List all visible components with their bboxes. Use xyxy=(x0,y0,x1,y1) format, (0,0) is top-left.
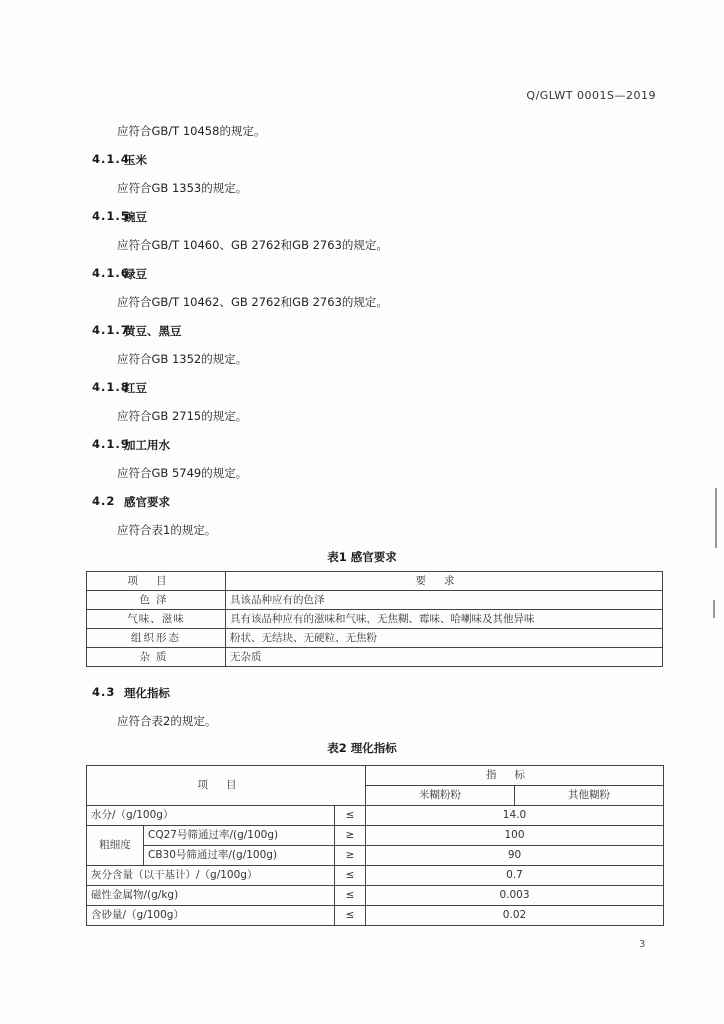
table-cell: 组织形态 xyxy=(87,629,226,648)
operator-cell: ≤ xyxy=(335,866,366,886)
operator-cell: ≤ xyxy=(335,906,366,926)
table-cell: 具该品种应有的色泽 xyxy=(226,591,663,610)
value-cell: 90 xyxy=(366,846,664,866)
header-cell: 项目 xyxy=(87,766,366,806)
section-text: 应符合GB/T 10460、GB 2762和GB 2763的规定。 xyxy=(117,238,388,252)
section-text: 应符合GB 1353的规定。 xyxy=(117,181,248,195)
physicochemical-index-table xyxy=(86,765,664,926)
table-row xyxy=(87,591,663,610)
table-row xyxy=(87,629,663,648)
section-number: 4.1.4 xyxy=(92,152,130,166)
section-title: 加工用水 xyxy=(124,438,170,452)
table-row xyxy=(87,648,663,667)
table-header-row xyxy=(87,572,663,591)
sensory-requirements-table xyxy=(86,571,663,667)
section-number: 4.2 xyxy=(92,494,116,508)
header-cell: 项目 xyxy=(87,572,226,591)
sub-header-cell: 米糊粉粉 xyxy=(366,786,515,806)
section-title: 玉米 xyxy=(124,153,147,167)
section-title: 豌豆 xyxy=(124,210,147,224)
standard-code: Q/GLWT 0001S—2019 xyxy=(526,89,656,102)
table-row xyxy=(87,846,664,866)
section-number: 4.3 xyxy=(92,685,116,699)
table-cell: 灰分含量（以干基计）/（g/100g） xyxy=(87,866,335,886)
table-row xyxy=(87,610,663,629)
table-cell: 磁性金属物/(g/kg) xyxy=(87,886,335,906)
header-cell: 指标 xyxy=(366,766,664,786)
table-cell: CQ27号筛通过率/(g/100g) xyxy=(144,826,335,846)
section-title: 黄豆、黑豆 xyxy=(124,324,182,338)
table2-caption: 表2 理化指标 xyxy=(327,741,397,755)
section-text: 应符合GB/T 10462、GB 2762和GB 2763的规定。 xyxy=(117,295,388,309)
table-cell: 具有该品种应有的滋味和气味，无焦糊、霉味、哈喇味及其他异味 xyxy=(226,610,663,629)
section-title: 绿豆 xyxy=(124,267,147,281)
section-text: 应符合GB 1352的规定。 xyxy=(117,352,248,366)
value-cell: 0.003 xyxy=(366,886,664,906)
value-cell: 14.0 xyxy=(366,806,664,826)
section-text: 应符合GB 5749的规定。 xyxy=(117,466,248,480)
table-row xyxy=(87,906,664,926)
operator-cell: ≤ xyxy=(335,886,366,906)
value-cell: 0.02 xyxy=(366,906,664,926)
value-cell: 0.7 xyxy=(366,866,664,886)
table-cell: 水分/（g/100g） xyxy=(87,806,335,826)
table-row xyxy=(87,806,664,826)
section-number: 4.1.8 xyxy=(92,380,130,394)
intro-paragraph: 应符合GB/T 10458的规定。 xyxy=(117,124,266,138)
value-cell: 100 xyxy=(366,826,664,846)
section-text: 应符合表2的规定。 xyxy=(117,714,217,728)
table-row xyxy=(87,826,664,846)
table-row xyxy=(87,886,664,906)
scan-edge-mark xyxy=(713,600,715,618)
section-number: 4.1.7 xyxy=(92,323,130,337)
table-header-row xyxy=(87,766,664,786)
header-cell: 要求 xyxy=(226,572,663,591)
sub-header-cell: 其他糊粉 xyxy=(515,786,664,806)
section-title: 红豆 xyxy=(124,381,147,395)
section-text: 应符合表1的规定。 xyxy=(117,523,217,537)
table-row xyxy=(87,866,664,886)
table-cell: 无杂质 xyxy=(226,648,663,667)
section-number: 4.1.6 xyxy=(92,266,130,280)
section-title: 理化指标 xyxy=(124,686,170,700)
section-number: 4.1.9 xyxy=(92,437,130,451)
page-number: 3 xyxy=(639,939,646,950)
table-cell: CB30号筛通过率/(g/100g) xyxy=(144,846,335,866)
operator-cell: ≤ xyxy=(335,806,366,826)
group-cell: 粗细度 xyxy=(87,826,144,866)
table-cell: 粉状、无结块、无硬粒、无焦粉 xyxy=(226,629,663,648)
table-cell: 杂质 xyxy=(87,648,226,667)
table-cell: 气味、滋味 xyxy=(87,610,226,629)
table1-caption: 表1 感官要求 xyxy=(327,550,397,564)
section-number: 4.1.5 xyxy=(92,209,130,223)
section-title: 感官要求 xyxy=(124,495,170,509)
operator-cell: ≥ xyxy=(335,846,366,866)
section-text: 应符合GB 2715的规定。 xyxy=(117,409,248,423)
scan-edge-mark xyxy=(715,488,717,548)
table-cell: 色泽 xyxy=(87,591,226,610)
operator-cell: ≥ xyxy=(335,826,366,846)
table-cell: 含砂量/（g/100g） xyxy=(87,906,335,926)
